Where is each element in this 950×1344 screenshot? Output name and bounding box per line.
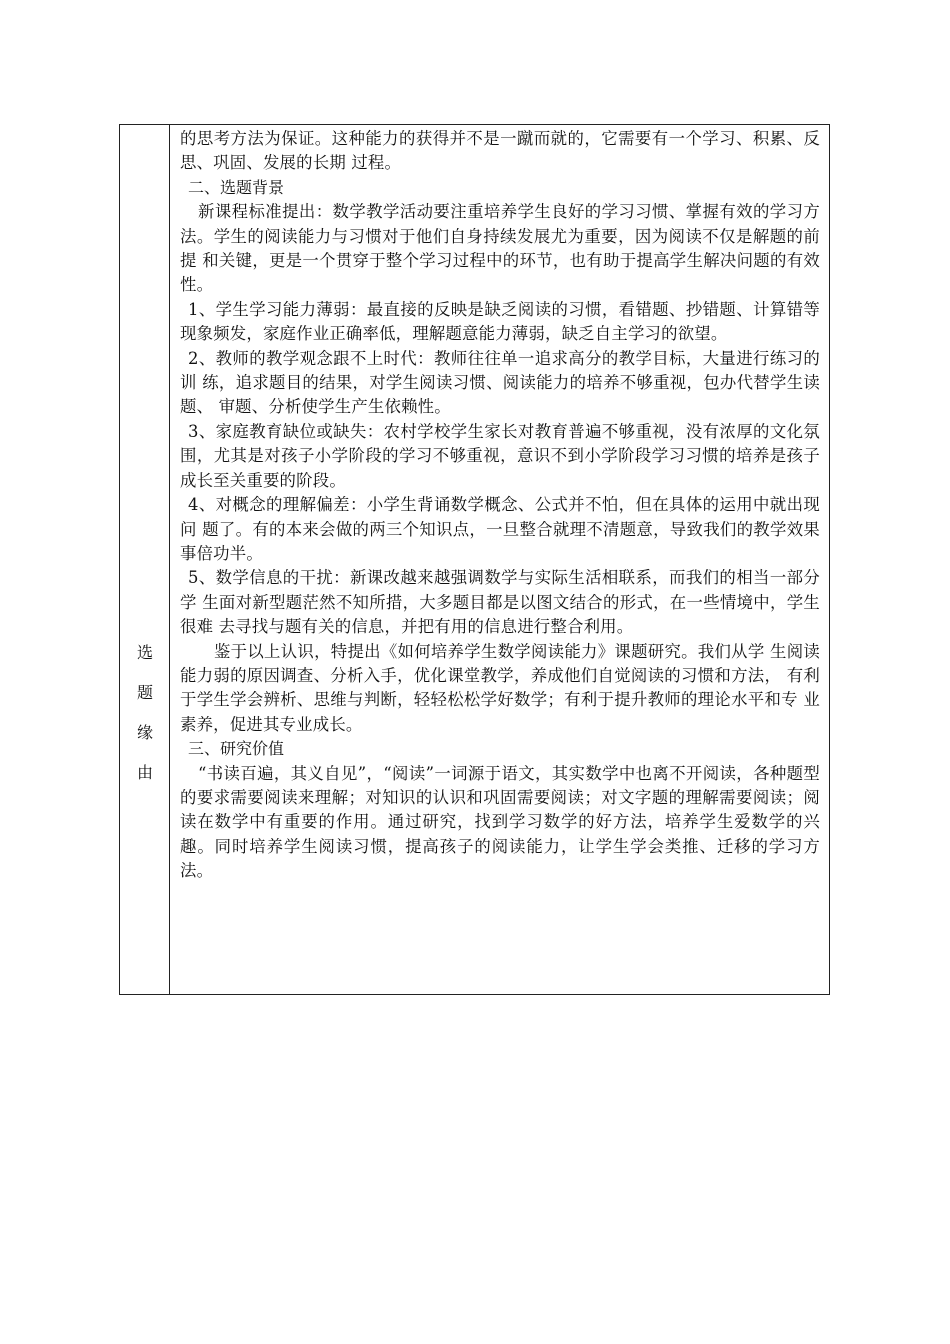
paragraph-continuation: 的思考方法为保证。这种能力的获得并不是一蹴而就的，它需要有一个学习、积累、反思、巩固、发展的长期 过程。 — [180, 129, 820, 173]
row-label-cell — [120, 125, 170, 994]
paragraph-curriculum: 新课程标准提出：数学教学活动要注重培养学生良好的学习习惯、掌握有效的学习方 法。学生的阅读能力与习惯对于他们自身持续发展尤为重要，因为阅读不仅是解题的前提 和关键，更是一个贯穿于整个学习过程中的环节，也有助于提高学生解决问题的有效性。 — [180, 202, 820, 295]
section-heading-background: 二、选题背景 — [188, 177, 285, 197]
list-item-2: 2、教师的教学观念跟不上时代：教师往往单一追求高分的教学目标，大量进行练习的训 练，追求题目的结果，对学生阅读习惯、阅读能力的培养不够重视，包办代替学生读题、 审题、分析使学生产生依赖性。 — [180, 348, 820, 417]
row-label-char: 题 — [136, 683, 153, 702]
row-label-char: 由 — [136, 763, 153, 782]
row-label-char: 缘 — [136, 723, 153, 742]
content-cell — [180, 127, 820, 940]
row-label — [120, 633, 170, 793]
list-item-3: 3、家庭教育缺位或缺失：农村学校学生家长对教育普遍不够重视，没有浓厚的文化氛围，尤其是对孩子小学阶段的学习不够重视，意识不到小学阶段学习习惯的培养是孩子成长至关重要的阶段。 — [180, 421, 820, 490]
section-heading-value: 三、研究价值 — [188, 739, 285, 759]
paragraph-conclusion: 鉴于以上认识，特提出《如何培养学生数学阅读能力》课题研究。我们从学 生阅读能力弱的原因调查、分析入手，优化课堂教学，养成他们自觉阅读的习惯和方法， 有利于学生学会辨析、思维与判断，轻轻松松学好数学；有利于提升教师的理论水平和专 业素养，促进其专业成长。 — [180, 641, 820, 734]
paragraph-value: “书读百遍，其义自见”，“阅读”一词源于语文，其实数学中也离不开阅读，各种题型的要求需要阅读来理解；对知识的认识和巩固需要阅读；对文字题的理解需要阅读；阅读在数学中有重要的作用。通过研究，找到学习数学的好方法，培养学生爱数学的兴趣。同时培养学生阅读习惯，提高孩子的阅读能力，让学生学会类推、迁移的学习方法。 — [180, 763, 820, 881]
list-item-1: 1、学生学习能力薄弱：最直接的反映是缺乏阅读的习惯，看错题、抄错题、计算错等现象频发，家庭作业正确率低，理解题意能力薄弱，缺乏自主学习的欲望。 — [180, 299, 820, 344]
empty-space — [180, 884, 820, 940]
list-item-5: 5、数学信息的干扰：新课改越来越强调数学与实际生活相联系，而我们的相当一部分学 生面对新型题茫然不知所措，大多题目都是以图文结合的形式，在一些情境中，学生很难 去寻找与题有关的信息，并把有用的信息进行整合利用。 — [180, 568, 820, 637]
row-label-char: 选 — [136, 643, 153, 662]
list-item-4: 4、对概念的理解偏差：小学生背诵数学概念、公式并不怕，但在具体的运用中就出现问 题了。有的本来会做的两三个知识点，一旦整合就理不清题意，导致我们的教学效果事倍功半。 — [180, 495, 820, 563]
proposal-table — [119, 124, 830, 995]
